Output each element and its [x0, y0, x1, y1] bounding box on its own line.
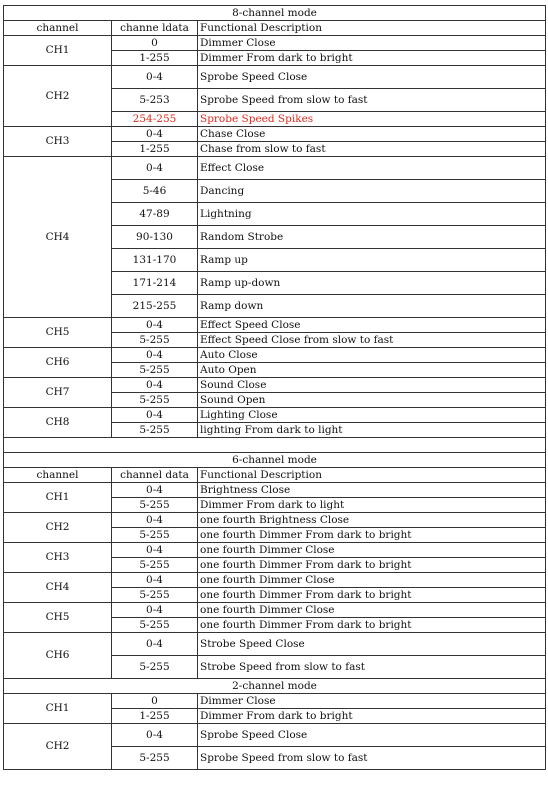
table-row — [4, 36, 546, 51]
function-description: one fourth Dimmer From dark to bright — [198, 588, 546, 603]
channel-data-value: 47-89 — [112, 203, 198, 226]
channel-data-value: 5-255 — [112, 747, 198, 770]
function-description: Effect Close — [198, 157, 546, 180]
header-channel-data: channel data — [112, 468, 198, 483]
channel-data-value: 0-4 — [112, 573, 198, 588]
function-description: Auto Close — [198, 348, 546, 363]
table-row — [4, 724, 546, 747]
channel-name: CH7 — [4, 378, 112, 408]
channel-data-value: 0-4 — [112, 603, 198, 618]
table-row — [4, 573, 546, 588]
function-description: Ramp up — [198, 249, 546, 272]
header-row — [4, 21, 546, 36]
function-description: one fourth Dimmer From dark to bright — [198, 528, 546, 543]
channel-data-value: 0-4 — [112, 513, 198, 528]
channel-data-value: 0-4 — [112, 724, 198, 747]
section-title-row — [4, 6, 546, 21]
channel-data-value: 5-255 — [112, 423, 198, 438]
channel-name: CH1 — [4, 694, 112, 724]
function-description: one fourth Dimmer Close — [198, 573, 546, 588]
function-description: Effect Speed Close from slow to fast — [198, 333, 546, 348]
function-description: Ramp down — [198, 295, 546, 318]
channel-data-value: 90-130 — [112, 226, 198, 249]
channel-data-value: 0-4 — [112, 483, 198, 498]
channel-data-value: 0-4 — [112, 318, 198, 333]
channel-data-value: 0-4 — [112, 378, 198, 393]
table-row — [4, 157, 546, 180]
function-description: Effect Speed Close — [198, 318, 546, 333]
section-title: 8-channel mode — [4, 6, 546, 21]
header-description: Functional Description — [198, 21, 546, 36]
channel-data-value: 0-4 — [112, 408, 198, 423]
function-description: Sprobe Speed from slow to fast — [198, 89, 546, 112]
table-row — [4, 408, 546, 423]
function-description: one fourth Dimmer From dark to bright — [198, 618, 546, 633]
channel-name: CH2 — [4, 66, 112, 127]
channel-data-value: 5-255 — [112, 393, 198, 408]
channel-data-value: 171-214 — [112, 272, 198, 295]
table-row — [4, 513, 546, 528]
channel-name: CH3 — [4, 127, 112, 157]
channel-name: CH6 — [4, 348, 112, 378]
table-row — [4, 483, 546, 498]
channel-data-value: 5-46 — [112, 180, 198, 203]
function-description: Dimmer From dark to bright — [198, 51, 546, 66]
header-channel: channel — [4, 468, 112, 483]
function-description: one fourth Dimmer From dark to bright — [198, 558, 546, 573]
table-row — [4, 543, 546, 558]
function-description: Chase from slow to fast — [198, 142, 546, 157]
function-description: Sprobe Speed Spikes — [198, 112, 546, 127]
channel-data-value: 5-255 — [112, 333, 198, 348]
table-row — [4, 127, 546, 142]
function-description: Ramp up-down — [198, 272, 546, 295]
channel-name: CH4 — [4, 157, 112, 318]
function-description: Chase Close — [198, 127, 546, 142]
section-title: 6-channel mode — [4, 453, 546, 468]
function-description: Auto Open — [198, 363, 546, 378]
function-description: Sprobe Speed Close — [198, 66, 546, 89]
section-title-row — [4, 453, 546, 468]
table-row — [4, 603, 546, 618]
function-description: Sound Open — [198, 393, 546, 408]
channel-data-value: 254-255 — [112, 112, 198, 127]
function-description: Dimmer Close — [198, 694, 546, 709]
header-channel-data: channe ldata — [112, 21, 198, 36]
channel-name: CH5 — [4, 603, 112, 633]
channel-name: CH3 — [4, 543, 112, 573]
channel-name: CH5 — [4, 318, 112, 348]
channel-data-value: 5-255 — [112, 528, 198, 543]
function-description: Dimmer From dark to light — [198, 498, 546, 513]
function-description: Lightning — [198, 203, 546, 226]
channel-table — [3, 5, 546, 770]
channel-data-value: 1-255 — [112, 709, 198, 724]
channel-data-value: 5-255 — [112, 363, 198, 378]
channel-data-value: 0-4 — [112, 66, 198, 89]
table-row — [4, 318, 546, 333]
channel-name: CH8 — [4, 408, 112, 438]
channel-data-value: 5-255 — [112, 618, 198, 633]
function-description: Strobe Speed from slow to fast — [198, 656, 546, 679]
spacer-row — [4, 438, 546, 453]
function-description: one fourth Dimmer Close — [198, 603, 546, 618]
table-row — [4, 378, 546, 393]
channel-data-value: 1-255 — [112, 51, 198, 66]
function-description: Sprobe Speed from slow to fast — [198, 747, 546, 770]
function-description: Sprobe Speed Close — [198, 724, 546, 747]
table-row — [4, 633, 546, 656]
channel-name: CH4 — [4, 573, 112, 603]
channel-table-body — [4, 6, 546, 770]
channel-data-value: 0 — [112, 694, 198, 709]
header-channel: channel — [4, 21, 112, 36]
channel-data-value: 0-4 — [112, 127, 198, 142]
function-description: one fourth Dimmer Close — [198, 543, 546, 558]
function-description: Dimmer From dark to bright — [198, 709, 546, 724]
header-description: Functional Description — [198, 468, 546, 483]
section-title-row — [4, 679, 546, 694]
function-description: Sound Close — [198, 378, 546, 393]
channel-name: CH1 — [4, 36, 112, 66]
header-row — [4, 468, 546, 483]
channel-name: CH2 — [4, 724, 112, 770]
function-description: Strobe Speed Close — [198, 633, 546, 656]
channel-name: CH2 — [4, 513, 112, 543]
table-row — [4, 66, 546, 89]
function-description: Dimmer Close — [198, 36, 546, 51]
function-description: Random Strobe — [198, 226, 546, 249]
channel-data-value: 0 — [112, 36, 198, 51]
channel-data-value: 5-253 — [112, 89, 198, 112]
function-description: Dancing — [198, 180, 546, 203]
channel-data-value: 0-4 — [112, 348, 198, 363]
channel-name: CH6 — [4, 633, 112, 679]
table-row — [4, 694, 546, 709]
channel-data-value: 5-255 — [112, 588, 198, 603]
channel-data-value: 5-255 — [112, 558, 198, 573]
function-description: lighting From dark to light — [198, 423, 546, 438]
function-description: one fourth Brightness Close — [198, 513, 546, 528]
channel-data-value: 215-255 — [112, 295, 198, 318]
channel-data-value: 0-4 — [112, 157, 198, 180]
channel-data-value: 1-255 — [112, 142, 198, 157]
channel-data-value: 5-255 — [112, 656, 198, 679]
spacer-cell — [4, 438, 546, 453]
section-title: 2-channel mode — [4, 679, 546, 694]
channel-data-value: 0-4 — [112, 633, 198, 656]
function-description: Lighting Close — [198, 408, 546, 423]
channel-name: CH1 — [4, 483, 112, 513]
function-description: Brightness Close — [198, 483, 546, 498]
table-row — [4, 348, 546, 363]
channel-data-value: 131-170 — [112, 249, 198, 272]
channel-data-value: 0-4 — [112, 543, 198, 558]
channel-data-value: 5-255 — [112, 498, 198, 513]
